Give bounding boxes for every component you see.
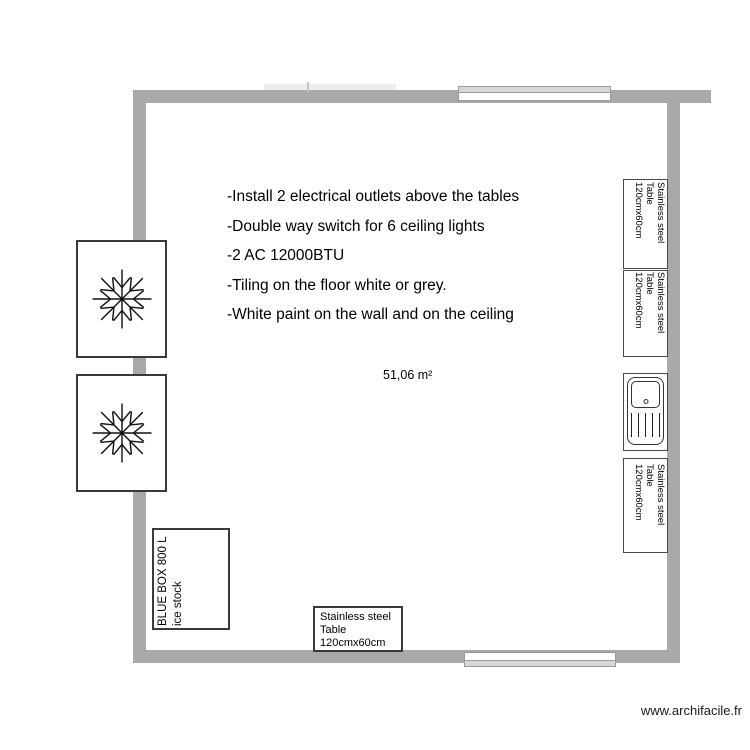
freezer-unit-2[interactable] xyxy=(76,374,167,492)
room-area-label[interactable]: 51,06 m² xyxy=(383,368,433,382)
sink-drainboard xyxy=(631,413,660,437)
sink-icon xyxy=(627,377,664,445)
blue-box-label-line: ice stock xyxy=(171,581,184,626)
note-line[interactable]: -2 AC 12000BTU xyxy=(227,247,345,264)
wall-joint-tick xyxy=(307,82,309,92)
window-glass-strip xyxy=(459,87,610,93)
window-bottom-wall[interactable] xyxy=(464,652,616,667)
table-label-line: 120cmx60cm xyxy=(632,271,644,328)
annotation-notes[interactable] xyxy=(227,182,519,330)
freezer-unit-1[interactable] xyxy=(76,240,167,358)
blue-box-ice-stock[interactable] xyxy=(152,528,230,630)
blue-box-label xyxy=(156,532,226,626)
note-line[interactable]: -Double way switch for 6 ceiling lights xyxy=(227,217,485,235)
steel-table-bottom[interactable] xyxy=(313,606,403,652)
window-top-wall[interactable] xyxy=(458,86,611,101)
table-label-line: 120cmx60cm xyxy=(320,636,386,649)
blue-box-label-line: BLUE BOX 800 L xyxy=(157,536,169,626)
sink-basin xyxy=(631,381,660,408)
steel-table-right-2[interactable] xyxy=(623,270,668,357)
drainboard-line xyxy=(645,413,646,437)
table-label-line: Table xyxy=(643,271,655,295)
drainboard-line xyxy=(659,413,660,437)
sink-unit[interactable] xyxy=(623,373,668,451)
steel-table-right-3[interactable] xyxy=(623,458,668,553)
site-watermark: www.archifacile.fr xyxy=(640,703,742,718)
snowflake-icon xyxy=(84,261,160,337)
window-glass-strip xyxy=(465,660,615,666)
top-wall-stub[interactable] xyxy=(679,90,711,103)
exterior-wall-faint-segment xyxy=(264,84,396,90)
note-line[interactable]: -Install 2 electrical outlets above the tables xyxy=(227,188,520,205)
table-label-line: Stainless steel xyxy=(320,611,391,623)
table-label-line: Stainless steel xyxy=(654,271,666,333)
note-line[interactable]: -White paint on the wall and on the ceiling xyxy=(227,306,514,323)
drainboard-line xyxy=(638,413,639,437)
table-label-line: Table xyxy=(643,182,655,205)
table-label-line: 120cmx60cm xyxy=(632,463,644,520)
note-line[interactable]: -Tiling on the floor white or grey. xyxy=(227,276,447,294)
table-label xyxy=(626,272,666,356)
snowflake-icon xyxy=(84,395,160,471)
table-label-line: Table xyxy=(320,623,347,636)
sink-drain-icon xyxy=(643,399,648,404)
table-label xyxy=(626,464,666,548)
table-label-line: 120cmx60cm xyxy=(632,182,644,239)
drainboard-line xyxy=(631,413,632,437)
table-label-line: Stainless steel xyxy=(654,463,666,525)
table-label-line: Table xyxy=(643,463,655,487)
steel-table-right-1[interactable] xyxy=(623,179,668,269)
table-label xyxy=(626,182,666,266)
drainboard-line xyxy=(652,413,653,437)
table-label-line: Stainless steel xyxy=(654,182,666,244)
